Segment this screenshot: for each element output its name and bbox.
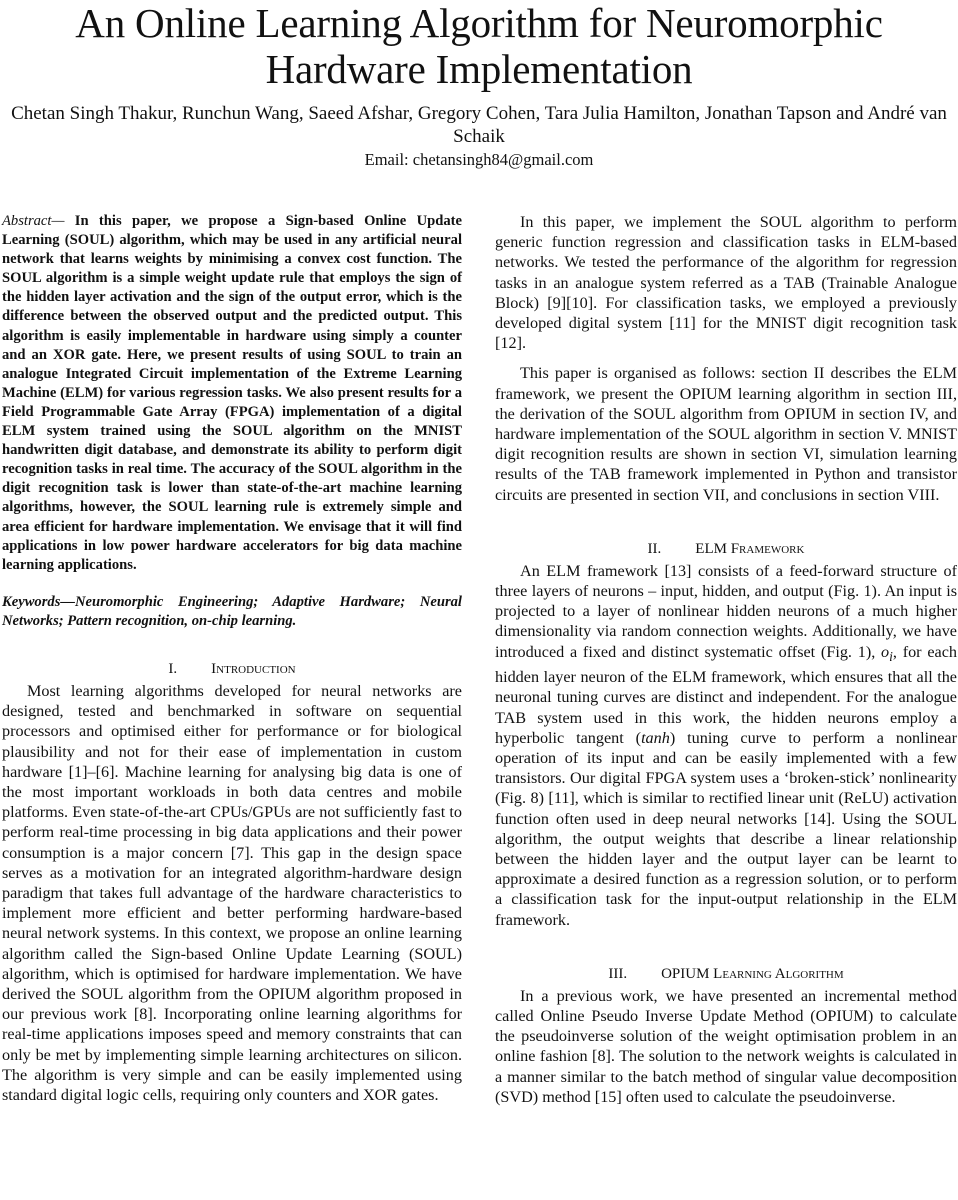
left-column bbox=[2, 212, 462, 1105]
section-title: Introduction bbox=[211, 660, 296, 677]
right-column bbox=[495, 212, 957, 1107]
abstract bbox=[2, 212, 462, 575]
abstract-lead: Abstract— bbox=[2, 213, 65, 229]
intro-paragraph-3: This paper is organised as follows: section II describes the ELM framework, we present the OPIUM learning algorithm in section III, the derivation of the SOUL algorithm from OPIUM in section IV, and hardware implementation of the SOUL algorithm in section V. MNIST digit recognition results are shown in section VI, simulation learning results of the TAB framework implemented in Python and transistor circuits are presented in section VII, and conclusions in section VIII. bbox=[495, 364, 957, 504]
section-title: ELM Framework bbox=[695, 540, 805, 557]
author-email: Email: chetansingh84@gmail.com bbox=[364, 150, 594, 169]
paper-title: An Online Learning Algorithm for Neuromorphic Hardware Implementation bbox=[75, 0, 883, 92]
opium-paragraph-1: In a previous work, we have presented an incremental method called Online Pseudo Inverse Update Method (OPIUM) to calculate the pseudoinverse solution of the weight optimisation problem in an online fashion [8]. The solution to the network weights is calculated in a manner similar to the batch method of singular value decomposition (SVD) method [15] often used to calculate the pseudoinverse. bbox=[495, 986, 957, 1106]
section-heading-elm bbox=[495, 539, 957, 559]
section-heading-opium bbox=[495, 964, 957, 984]
section-number: II. bbox=[647, 540, 662, 557]
section-title: OPIUM Learning Algorithm bbox=[661, 965, 844, 982]
author-list: Chetan Singh Thakur, Runchun Wang, Saeed Afshar, Gregory Cohen, Tara Julia Hamilton, Jonathan Tapson and André van Schaik bbox=[11, 103, 947, 147]
section-number: III. bbox=[608, 965, 628, 982]
intro-paragraph-1: Most learning algorithms developed for neural networks are designed, tested and benchmarked in software on sequential processors and optimised either for performance or for biological plausibility and not for their ease of implementation in custom hardware [1]–[6]. Machine learning for analysing big data is one of the most important workloads in both data centres and mobile platforms. Even state-of-the-art CPUs/GPUs are not sufficiently fast to perform real-time processing in big data applications and their power consumption is a major concern [7]. This gap in the design space serves as a motivation for an integrated algorithm-hardware design paradigm that takes full advantage of the hardware characteristics to implement more efficient and better performing hardware-based neural network systems. In this context, we propose an online learning algorithm called the Sign-based Online Update Learning (SOUL) algorithm, which is optimised for hardware implementation. We have derived the SOUL algorithm from the OPIUM algorithm proposed in our previous work [8]. Incorporating online learning algorithms for real-time applications imposes speed and memory constraints that can only be met by implementing simple learning architectures on silicon. The algorithm is very simple and can be easily implemented using standard digital logic cells, requiring only counters and XOR gates. bbox=[2, 681, 462, 1105]
keywords: Keywords—Neuromorphic Engineering; Adaptive Hardware; Neural Networks; Pattern recognition, on-chip learning. bbox=[2, 593, 462, 629]
section-number: I. bbox=[168, 660, 178, 677]
section-heading-introduction bbox=[2, 659, 462, 679]
elm-paragraph-1: An ELM framework [13] consists of a feed-forward structure of three layers of neurons – input, hidden, and output (Fig. 1). An input is projected to a layer of nonlinear hidden neurons of a much higher dimensionality via random connection weights. Additionally, we have introduced a fixed and distinct systematic offset (Fig. 1), $o_i$, for each hidden layer neuron of the ELM framework, which ensures that all the neuronal tuning curves are distinct and independent. For the analogue TAB system used in this work, the hidden neurons employ a hyperbolic tangent (tanh) tuning curve to perform a nonlinear operation of its input and can be easily implemented with a few transistors. Our digital FPGA system uses a ‘broken-stick’ nonlinearity (Fig. 8) [11], which is similar to rectified linear unit (ReLU) activation function often used in deep neural networks [14]. Using the SOUL algorithm, the output weights that describe a linear relationship between the hidden layer and the output layer can be learnt to approximate a desired function as a regression solution, or to perform a classification task for the input-output relationship in the ELM framework. bbox=[495, 561, 957, 929]
intro-paragraph-2: In this paper, we implement the SOUL algorithm to perform generic function regression and classification tasks in ELM-based networks. We tested the performance of the algorithm for regression tasks in an analogue system referred as a TAB (Trainable Analogue Block) [9][10]. For classification tasks, we employed a previously developed digital system [11] for the MNIST digit recognition task [12]. bbox=[495, 213, 957, 353]
abstract-text: In this paper, we propose a Sign-based Online Update Learning (SOUL) algorithm, which may be used in any artificial neural network that learns weights by minimising a convex cost function. The SOUL algorithm is a simple weight update rule that employs the sign of the hidden layer activation and the sign of the output error, which is the difference between the observed output and the predicted output. This algorithm is easily implementable in hardware using simply a counter and an XOR gate. Here, we present results of using SOUL to train an analogue Integrated Circuit implementation of the Extreme Learning Machine (ELM) for various regression tasks. We also present results for a Field Programmable Gate Array (FPGA) implementation of a digital ELM system trained using the SOUL algorithm on the MNIST handwritten digit database, and demonstrate its ability to perform digit recognition tasks in real time. The accuracy of the SOUL algorithm in the digit recognition task is lower than state-of-the-art machine learning algorithms, however, the SOUL learning rule is extremely simple and area efficient for hardware implementation. We envisage that it will find applications in low power hardware accelerators for big data machine learning applications. bbox=[2, 213, 462, 573]
